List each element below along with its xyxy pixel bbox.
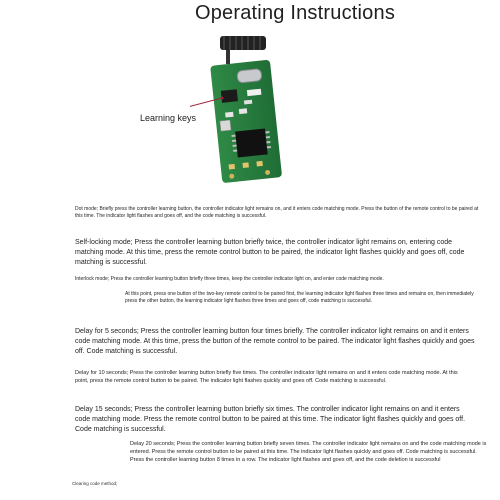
- learning-key: [220, 120, 231, 131]
- antenna-coil: [220, 36, 266, 64]
- interlock-mode-text: Interlock mode; Press the controller learning button briefly three times, keep the controller indicator light on, and enter code matching mode.: [75, 276, 384, 282]
- delay-10-seconds-text: Delay for 10 seconds; Press the controller learning button briefly five times. The controller indicator light remains on and it enters code matching mode. At this point, press the remote control button to be paired. The indicator light flashes quickly and goes off. Code matching is successful.: [75, 370, 458, 384]
- clearing-code-label: Clearing code method;: [72, 481, 118, 486]
- delay-15-seconds-text: Delay 15 seconds; Press the controller learning button briefly six times. The controller indicator light remains on and it enters code matching mode. Press the remote control button to be paired at this time. The indicator light flashes quickly and goes off. Code matching is successful.: [75, 406, 466, 434]
- interlock-detail-text: At this point, press one button of the two-key remote control to be paired first, the learning indicator light flashes three times and remains on, then immediately press the other button, the learning indicator light flashes three times and goes off, code matching is successful.: [125, 291, 474, 305]
- dot-mode-text: Dot mode; Briefly press the controller learning button, the controller indicator light remains on, and it enters code matching mode. Press the button of the remote control to be paired at this time. The indicator light flashes and goes off, and the code matching is successful.: [75, 206, 479, 220]
- delay-5-seconds-text: Delay for 5 seconds; Press the controller learning button four times briefly. The controller indicator light remains on and it enters code matching mode. At this time, press the button of the remote control to be paired. The indicator light flashes quickly and goes off. Code matching is successful.: [75, 328, 475, 356]
- self-locking-mode-text: Self-locking mode; Press the controller learning button briefly twice, the controller indicator light remains on, entering code matching mode. At this time, press the remote control button to be paired, the indicator light flashes quickly and goes off, code matching is successful.: [75, 239, 465, 267]
- page-title: Operating Instructions: [194, 2, 396, 24]
- learning-keys-label: Learning keys: [140, 113, 197, 123]
- delay-20-seconds-text: Delay 20 seconds; Press the controller learning button briefly seven times. The controller indicator light remains on and the code matching mode is entered. Press the remote control button to be paired at this time. The indicator light flashes quickly and goes off. Code matching is successful. Press the controller learning button 8 times in a row. The indicator light flashes and goes off, and the code deletion is successful: [130, 441, 487, 463]
- receiver-module-image: [190, 30, 314, 200]
